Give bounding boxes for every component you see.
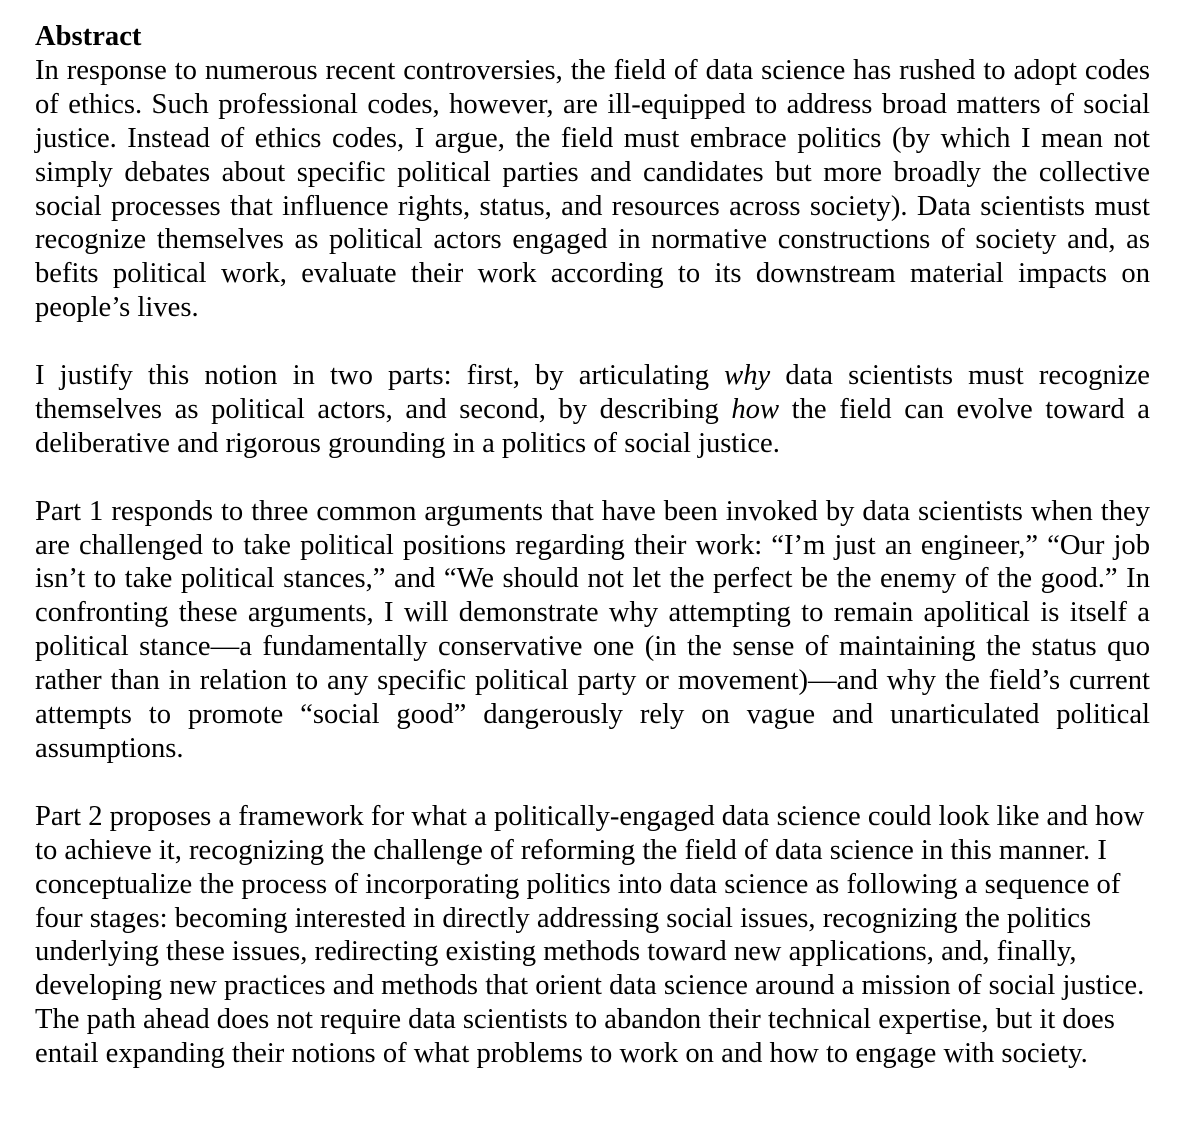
emphasis-why: why bbox=[724, 360, 771, 392]
abstract-page bbox=[35, 20, 1150, 1071]
paragraph-2-text-b: data scientists must recognize themselves as political actors, and second, by describing bbox=[35, 360, 1150, 425]
abstract-heading: Abstract bbox=[35, 21, 142, 52]
abstract-paragraph-3: Part 1 responds to three common arguments that have been invoked by data scientists when they are challenged to take political positions regarding their work: “I’m just an engineer,” “Our job isn’t to take political stances,” and “We should not let the perfect be the enemy of the good.” In confronting these arguments, I will demonstrate why attempting to remain apolitical is itself a political stance—a fundamentally conservative one (in the sense of maintaining the status quo rather than in relation to any specific political party or movement)—and why the field’s current attempts to promote “social good” dangerously rely on vague and unarticulated political assumptions. bbox=[35, 495, 1150, 764]
paragraph-2-text-a: I justify this notion in two parts: first, by articulating bbox=[35, 360, 725, 392]
emphasis-how: how bbox=[731, 393, 780, 425]
paragraph-2-text-c: the field can evolve toward a deliberative and rigorous grounding in a politics of social justice. bbox=[35, 393, 1150, 459]
abstract-paragraph-2 bbox=[35, 359, 1150, 461]
abstract-paragraph-4: Part 2 proposes a framework for what a politically-engaged data science could look like and how to achieve it, recognizing the challenge of reforming the field of data science in this manner. I conceptualize the process of incorporating politics into data science as following a sequence of four stages: becoming interested in directly addressing social issues, recognizing the politics underlying these issues, redirecting existing methods toward new applications, and, finally, developing new practices and methods that orient data science around a mission of social justice. The path ahead does not require data scientists to abandon their technical expertise, but it does entail expanding their notions of what problems to work on and how to engage with society. bbox=[35, 800, 1145, 1070]
abstract-paragraph-1: In response to numerous recent controversies, the field of data science has rushed to adopt codes of ethics. Such professional codes, however, are ill-equipped to address broad matters of social justice. Instead of ethics codes, I argue, the field must embrace politics (by which I mean not simply debates about specific political parties and candidates but more broadly the collective social processes that influence rights, status, and resources across society). Data scientists must recognize themselves as political actors engaged in normative constructions of society and, as befits political work, evaluate their work according to its downstream material impacts on people’s lives. bbox=[35, 54, 1150, 324]
